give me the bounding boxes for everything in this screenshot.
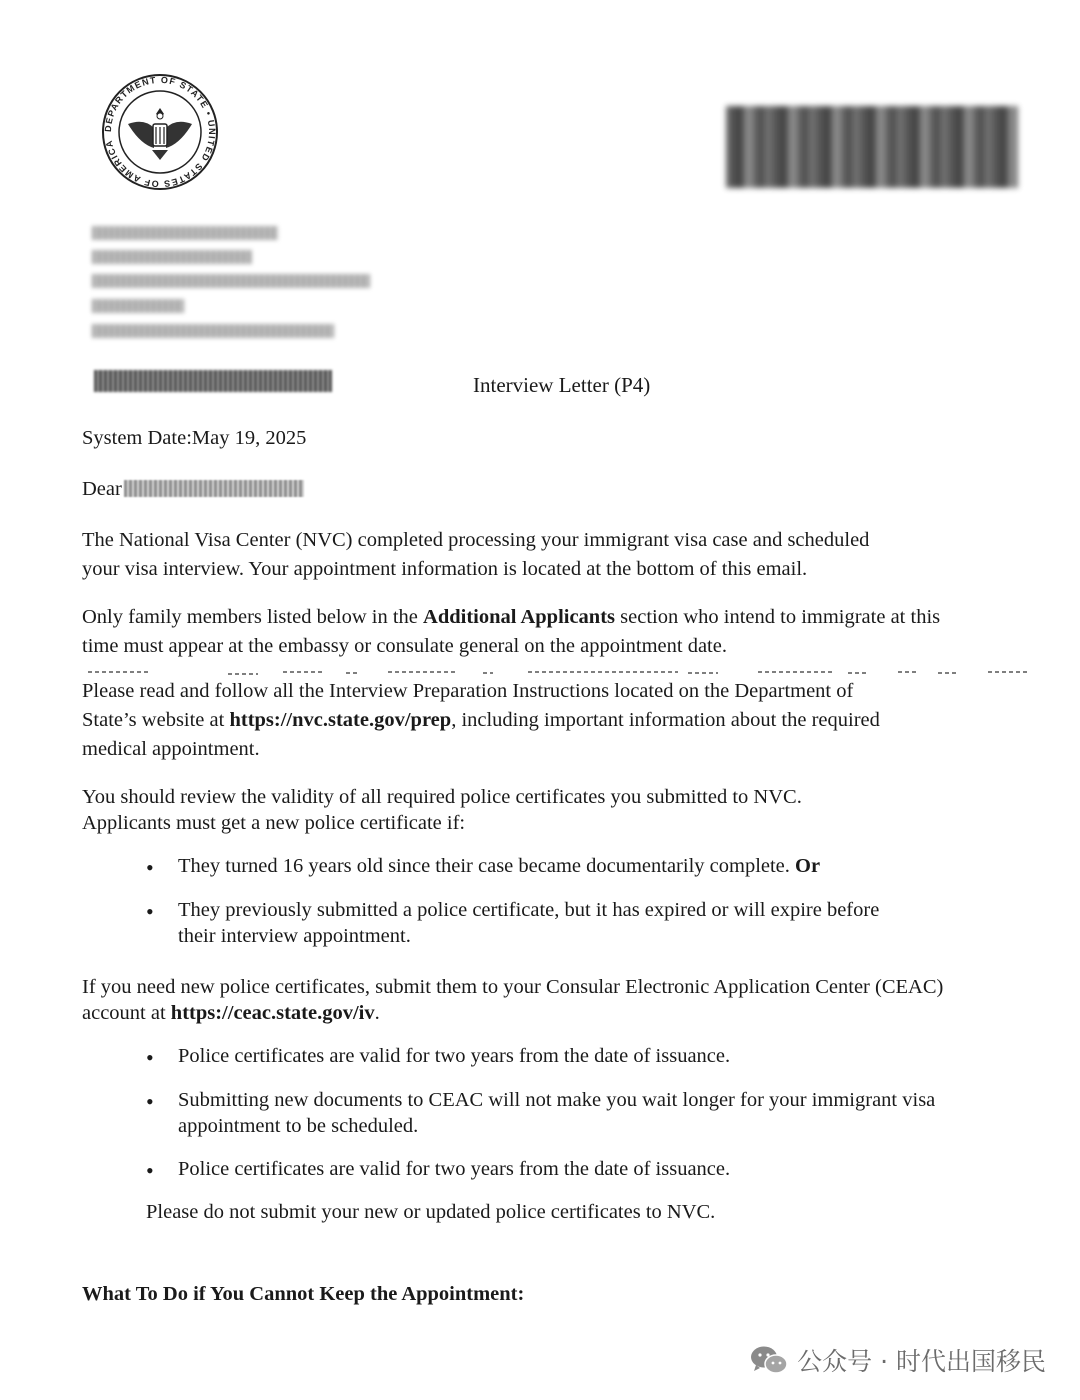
redacted-address-line xyxy=(92,299,184,313)
paragraph-family-members: Only family members listed below in the Additional Applicants section who intend to immigrate at this time must appear at the embassy or consulate general on the appointment date. xyxy=(82,606,941,657)
bullet-icon xyxy=(146,1161,156,1171)
ceac-link[interactable]: https://ceac.state.gov/iv xyxy=(170,1002,375,1024)
redacted-barcode xyxy=(726,106,1018,188)
paragraph-police-certificates: You should review the validity of all required police certificates you submitted to NVC. Applicants must get a new police certificate if: xyxy=(82,786,802,834)
list-item: Police certificates are valid for two years from the date of issuance. xyxy=(178,1045,731,1067)
bullet-icon xyxy=(146,1092,156,1102)
redacted-address-line xyxy=(92,274,370,288)
list-item: Submitting new documents to CEAC will not make you wait longer for your immigrant visa appointment to be scheduled. xyxy=(178,1089,936,1137)
paragraph-ceac: If you need new police certificates, submit them to your Consular Electronic Application Center (CEAC) account at https://ceac.state.gov/iv. xyxy=(82,976,944,1024)
letter-title: Interview Letter (P4) xyxy=(473,373,651,397)
bullet-icon xyxy=(146,1048,156,1058)
bullet-icon xyxy=(146,902,156,912)
department-of-state-seal-icon xyxy=(100,72,220,192)
redacted-address-line xyxy=(92,226,278,240)
note-do-not-submit: Please do not submit your new or updated police certificates to NVC. xyxy=(146,1201,716,1223)
salutation: Dear xyxy=(82,478,122,500)
wechat-icon xyxy=(749,1344,789,1376)
paragraph-interview-preparation: Please read and follow all the Interview Preparation Instructions located on the Department of State’s website at https://nvc.state.gov/prep, including important information about the required medical appointment. xyxy=(82,680,880,760)
section-heading: What To Do if You Cannot Keep the Appointment: xyxy=(82,1283,525,1305)
redacted-case-number xyxy=(94,370,332,392)
system-date: System Date:May 19, 2025 xyxy=(82,427,307,449)
redacted-address-line xyxy=(92,250,252,264)
nvc-prep-link[interactable]: https://nvc.state.gov/prep xyxy=(229,709,452,731)
redacted-address-line xyxy=(92,324,334,338)
list-item: They previously submitted a police certificate, but it has expired or will expire before their interview appointment. xyxy=(178,899,880,947)
paragraph-nvc-completed: The National Visa Center (NVC) completed processing your immigrant visa case and scheduled your visa interview. Your appointment information is located at the bottom of this email. xyxy=(82,529,870,580)
list-item: Police certificates are valid for two years from the date of issuance. xyxy=(178,1158,731,1180)
seal-text: DEPARTMENT OF STATE • UNITED STATES OF AMERICA xyxy=(102,74,218,190)
watermark-text: 公众号 · 时代出国移民 xyxy=(797,1347,1046,1376)
redacted-recipient-name xyxy=(124,480,304,497)
watermark xyxy=(749,1342,1046,1378)
list-item: They turned 16 years old since their case became documentarily complete. Or xyxy=(178,855,821,877)
bullet-icon xyxy=(146,858,156,868)
